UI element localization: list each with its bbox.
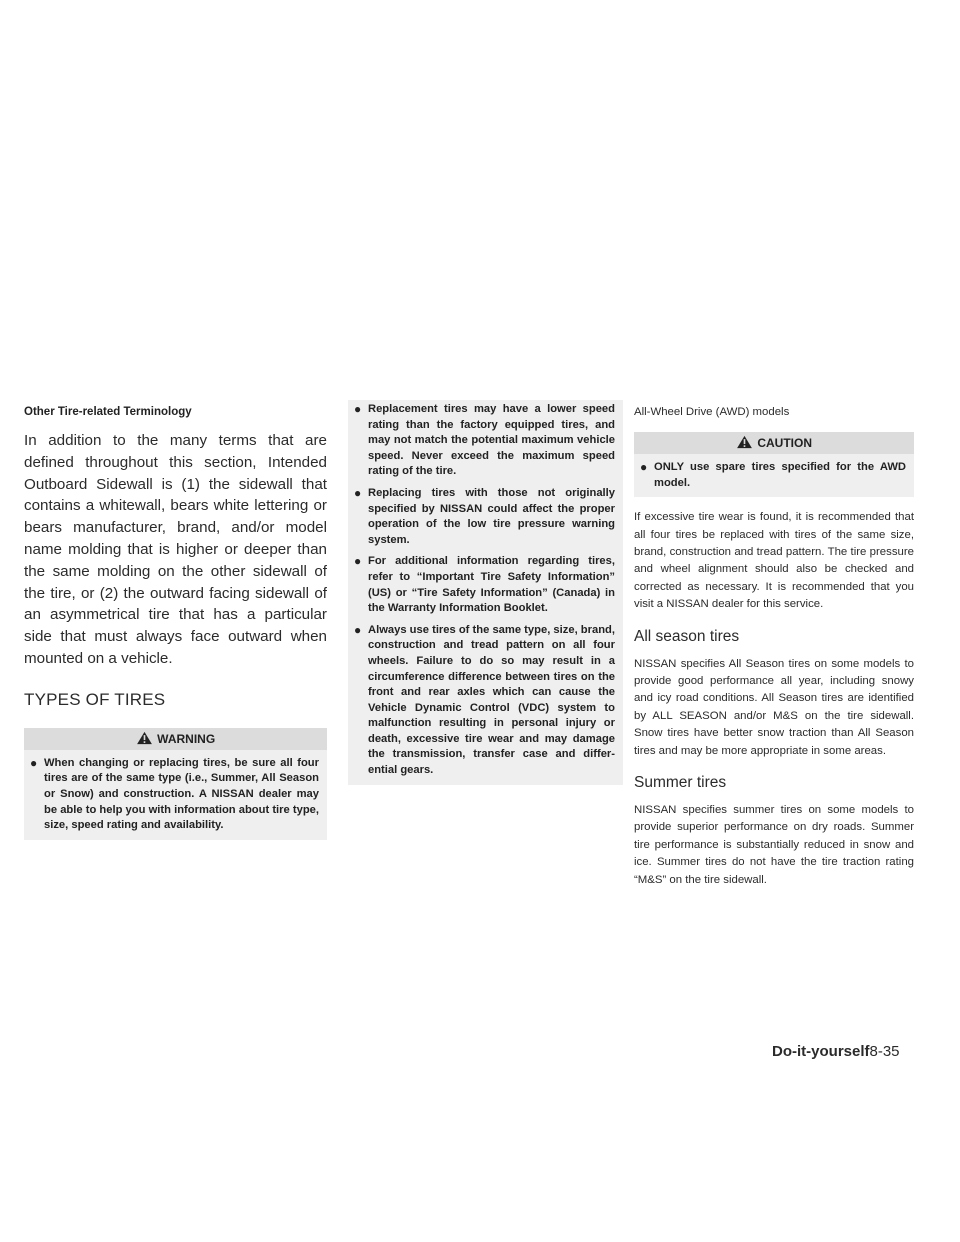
caution-box [634,432,914,497]
warning-continued-body [348,400,623,785]
tire-wear-paragraph: If excessive tire wear is found, it is recommended that all four tires be replaced with tires of the same size, brand, construction and tread pattern. The tire pressure and wheel alignment should also be checked and corrected as necessary. It is recommended that you visit a NISSAN dealer for this service. [634,511,914,611]
all-season-title: All season tires [634,627,740,645]
warning-bullet: ● Always use tires of the same type, size, brand, construction and tread pattern on all four wheels. Failure to do so may result in a circumference difference between tires on the front and rear axles which can cause the Vehicle Dynamic Control (VDC) system to malfunction resulting in personal injury or death, excessive tire wear and may damage the transmission, transfer case and differential gears. [354,623,615,779]
bullet-dot-icon: ● [640,460,648,474]
all-season-paragraph: NISSAN specifies All Season tires on some models to provide good performance all year, including snowy and icy road conditions. All Season tires are identified by ALL SEASON and/or M&S on the tire sidewall. Snow tires have better snow traction than All Season tires and may be more appropriate in some areas. [634,657,914,757]
warning-bullet: ● Replacing tires with those not originally specified by NISSAN could affect the proper operation of the low tire pressure warning system. [354,486,615,548]
terminology-paragraph: In addition to the many terms that are defined throughout this section, Intended Outboard Sidewall is (1) the sidewall that contains a whitewall, bears white lettering or bears manufacturer, brand, and/or model name molding that is higher or deeper than the same molding on the other sidewall of the tire, or (2) the outward facing sidewall of an asymmetrical tire that has a particular side that must always face outward when mounted on a vehicle. [24,432,327,667]
warning-box [24,728,327,840]
page-footer [772,1043,900,1060]
summer-title: Summer tires [634,774,727,792]
section-title-types-of-tires: TYPES OF TIRES [24,689,166,709]
warning-header [24,728,327,750]
awd-models-line: All-Wheel Drive (AWD) models [634,406,790,418]
caution-header [634,432,914,454]
warning-triangle-icon [736,435,753,449]
column-middle [348,400,623,785]
caution-label: CAUTION [757,436,812,450]
warning-label: WARNING [157,731,216,746]
subheading-terminology: Other Tire-related Terminology [24,406,192,418]
footer-section-name: Do-it-yourself [772,1043,870,1060]
bullet-dot-icon: ● [354,485,362,500]
summer-paragraph: NISSAN specifies summer tires on some models to provide superior performance on dry roads. Summer tire performance is substantially reduced in snow and ice. Summer tires do not have the tire traction rating “M&S” on the tire sidewall. [634,804,914,886]
bullet-dot-icon: ● [354,402,362,416]
column-left [24,400,327,840]
warning-triangle-icon [136,731,153,745]
bullet-dot-icon: ● [354,622,362,637]
warning-bullet: ● Replacement tires may have a lower speed rating than the factory equipped tires, and may not match the potential maximum vehicle speed. Never exceed the maximum speed rating of the tire. [354,402,615,480]
bullet-dot-icon: ● [30,755,38,770]
caution-body [634,454,914,497]
warning-bullet: ● When changing or replacing tires, be sure all four tires are of the same type (i.e., Summer, All Season or Snow) and construction. A NISSAN dealer may be able to help you with information about tire type, size, speed rating and availability. [30,756,319,834]
column-right [634,400,914,889]
bullet-dot-icon: ● [354,554,362,569]
warning-bullet: ● For additional information regarding tires, refer to “Important Tire Safety Information” (US) or “Tire Safety Information” (Canada) in the Warranty Information Booklet. [354,554,615,616]
warning-body [24,750,327,840]
caution-bullet: ● ONLY use spare tires specified for the AWD model. [640,460,906,491]
footer-page-number: 8-35 [869,1043,900,1060]
